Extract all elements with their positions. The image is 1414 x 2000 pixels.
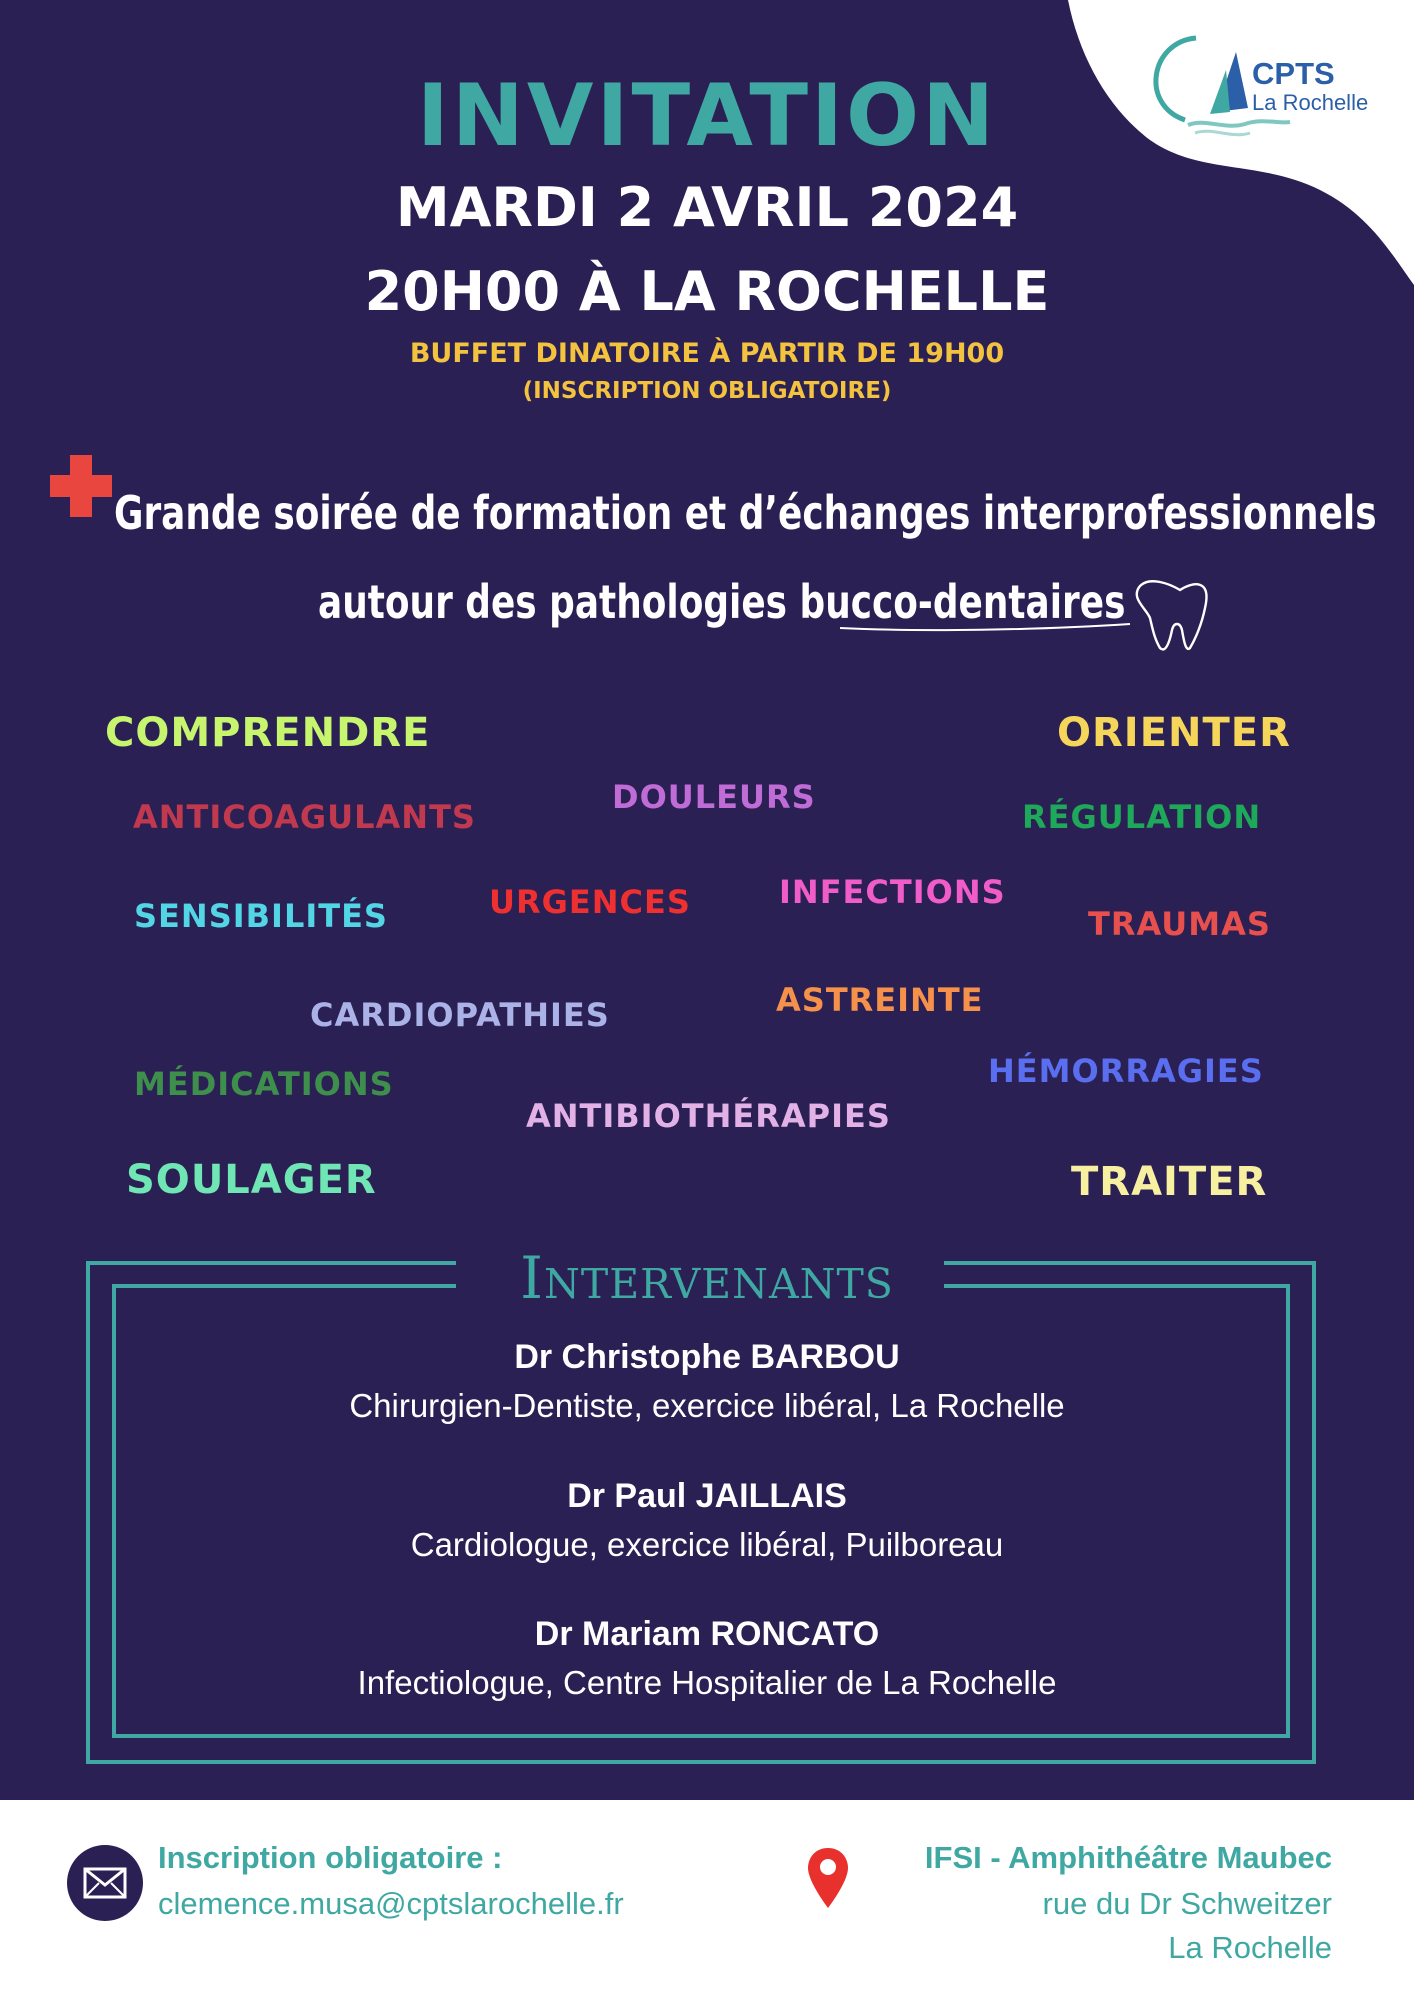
speakers-title: Intervenants — [520, 1244, 894, 1312]
event-time-place: 20H00 À LA ROCHELLE — [364, 260, 1050, 323]
registration-label: Inscription obligatoire : — [158, 1840, 503, 1875]
invitation-title: INVITATION — [416, 66, 998, 166]
speaker-1-name: Dr Christophe BARBOU — [514, 1338, 900, 1376]
speaker-2-role: Cardiologue, exercice libéral, Puilboreau — [410, 1526, 1004, 1563]
buffet-note: BUFFET DINATOIRE À PARTIR DE 19H00 — [409, 338, 1005, 369]
logo-line1: CPTS — [1252, 56, 1335, 91]
keyword-infections: INFECTIONS — [779, 873, 1006, 911]
keyword-traiter: TRAITER — [1071, 1159, 1268, 1205]
keyword-regulation: RÉGULATION — [1022, 798, 1262, 836]
keyword-medications: MÉDICATIONS — [134, 1065, 394, 1103]
location-pin-icon — [806, 1846, 850, 1912]
logo-line2: La Rochelle — [1252, 90, 1369, 115]
speaker-2-name: Dr Paul JAILLAIS — [567, 1477, 847, 1515]
keyword-sensibilites: SENSIBILITÉS — [134, 897, 388, 935]
venue-name: IFSI - Amphithéâtre Maubec — [924, 1840, 1332, 1875]
keyword-comprendre: COMPRENDRE — [105, 710, 431, 756]
event-date: MARDI 2 AVRIL 2024 — [395, 176, 1019, 239]
registration-note: (INSCRIPTION OBLIGATOIRE) — [522, 378, 892, 404]
keyword-traumas: TRAUMAS — [1088, 905, 1271, 943]
keyword-soulager: SOULAGER — [126, 1157, 377, 1203]
envelope-icon — [67, 1845, 143, 1921]
keyword-antibiotherapies: ANTIBIOTHÉRAPIES — [526, 1097, 891, 1135]
venue-street: rue du Dr Schweitzer — [1042, 1886, 1332, 1921]
keyword-orienter: ORIENTER — [1057, 710, 1291, 756]
keyword-anticoagulants: ANTICOAGULANTS — [133, 798, 476, 836]
speaker-1-role: Chirurgien-Dentiste, exercice libéral, La Rochelle — [349, 1387, 1065, 1424]
venue-city: La Rochelle — [1168, 1930, 1332, 1965]
keyword-hemorragies: HÉMORRAGIES — [988, 1052, 1264, 1090]
speaker-3-name: Dr Mariam RONCATO — [534, 1615, 880, 1653]
registration-email-link[interactable]: clemence.musa@cptslarochelle.fr — [158, 1886, 624, 1921]
keyword-astreinte: ASTREINTE — [776, 981, 984, 1019]
headline-line1: Grande soirée de formation et d’échanges interprofessionnels — [114, 486, 1377, 540]
keyword-cardiopathies: CARDIOPATHIES — [310, 996, 610, 1034]
keyword-douleurs: DOULEURS — [612, 778, 816, 816]
speaker-3-role: Infectiologue, Centre Hospitalier de La Rochelle — [357, 1664, 1057, 1701]
headline-line2: autour des pathologies bucco-dentaires — [318, 575, 1126, 629]
keyword-urgences: URGENCES — [489, 883, 691, 921]
